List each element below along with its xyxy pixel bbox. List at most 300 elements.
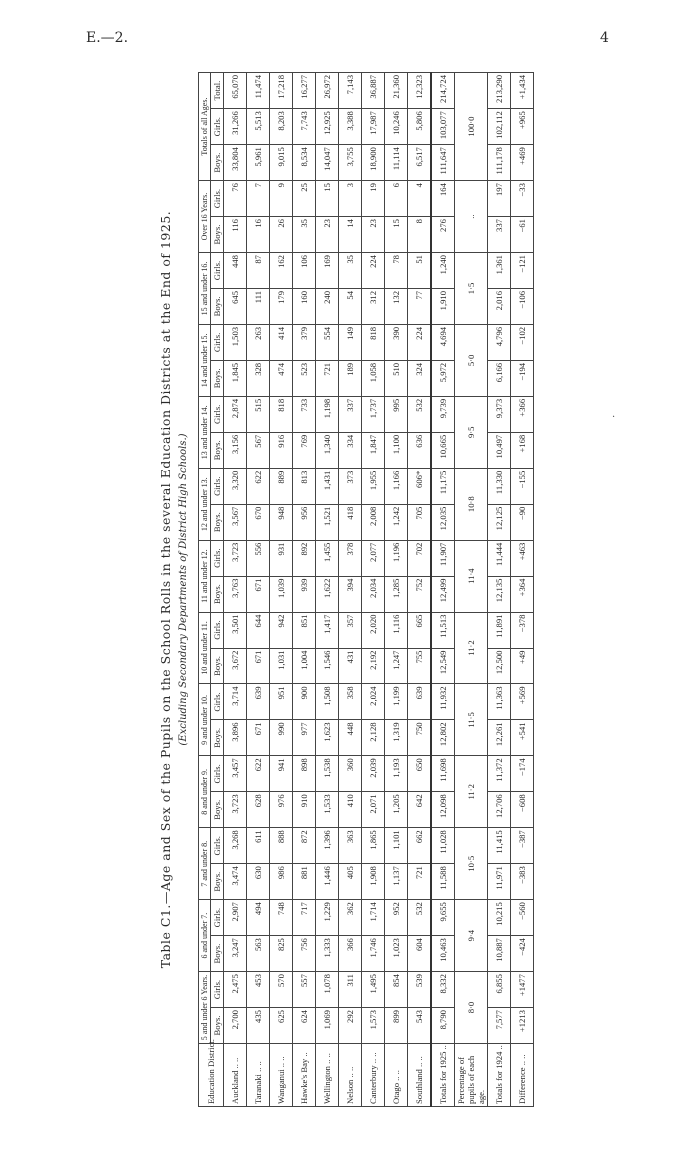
table-cell: 606* [408, 468, 432, 504]
table-cell: 9,655 [431, 900, 455, 936]
table-cell: 23 [362, 217, 385, 253]
table-cell: −61 [511, 217, 534, 253]
table-cell: 854 [385, 972, 408, 1008]
table-cell: 3,474 [224, 864, 247, 900]
table-cell: 7,143 [339, 73, 362, 109]
table-cell: 7,577 [488, 1008, 511, 1044]
table-cell: 5,806 [408, 109, 432, 145]
table-cell: 628 [247, 792, 270, 828]
district-name: Nelson .. .. [339, 1044, 362, 1107]
table-cell: 9,373 [488, 396, 511, 432]
table-cell: 3,457 [224, 756, 247, 792]
table-cell: −194 [511, 360, 534, 396]
table-cell: 418 [339, 504, 362, 540]
table-cell: 1,166 [385, 468, 408, 504]
table-cell: 818 [270, 396, 293, 432]
table-cell: 8,790 [431, 1008, 455, 1044]
table-cell: 494 [247, 900, 270, 936]
table-cell: 510 [385, 360, 408, 396]
table-cell: 956 [293, 504, 316, 540]
table-cell: 214,724 [431, 73, 455, 109]
table-cell: 363 [339, 828, 362, 864]
table-cell: 1,205 [385, 792, 408, 828]
table-body [224, 73, 534, 1107]
table-cell: 1,361 [488, 253, 511, 289]
table-cell: 604 [408, 936, 432, 972]
table-cell: 543 [408, 1008, 432, 1044]
header-boys: Boys. [211, 720, 224, 756]
table-cell: 3,268 [224, 828, 247, 864]
table-cell: 179 [270, 288, 293, 324]
table-cell: 650 [408, 756, 432, 792]
table-cell: 102,112 [488, 109, 511, 145]
table-cell: 11,932 [431, 684, 455, 720]
table-cell: 1,078 [316, 972, 339, 1008]
totals-1925-row [431, 73, 455, 1107]
table-cell: 532 [408, 900, 432, 936]
table-cell: 1,417 [316, 612, 339, 648]
table-cell: 11,363 [488, 684, 511, 720]
table-cell: 405 [339, 864, 362, 900]
table-cell: 10,246 [385, 109, 408, 145]
table-cell: +168 [511, 432, 534, 468]
table-row [247, 73, 270, 1107]
table-cell: 645 [224, 288, 247, 324]
table-cell: 394 [339, 576, 362, 612]
district-name: Hawke's Bay .. [293, 1044, 316, 1107]
percentage-cell: 1·5 [455, 253, 488, 325]
table-cell: +1213 [511, 1008, 534, 1044]
table-cell: 1,196 [385, 540, 408, 576]
percentage-cell: 5·0 [455, 324, 488, 396]
table-cell: 453 [247, 972, 270, 1008]
table-cell: 132 [385, 288, 408, 324]
table-cell: 448 [339, 720, 362, 756]
header-girls: Girls. [211, 253, 224, 289]
table-cell: 3,501 [224, 612, 247, 648]
table-cell: 12,706 [488, 792, 511, 828]
table-cell: 414 [270, 324, 293, 360]
percentage-row [455, 73, 488, 1107]
header-girls: Girls. [211, 109, 224, 145]
table-cell: 898 [293, 756, 316, 792]
table-cell: 1,100 [385, 432, 408, 468]
table-cell: 3,388 [339, 109, 362, 145]
table-cell: 2,020 [362, 612, 385, 648]
table-cell: 373 [339, 468, 362, 504]
table-cell: 4 [408, 181, 432, 217]
table-cell: 2,071 [362, 792, 385, 828]
header-girls: Girls. [211, 324, 224, 360]
table-cell: 312 [362, 288, 385, 324]
table-cell: 931 [270, 540, 293, 576]
table-cell: +1477 [511, 972, 534, 1008]
table-cell: 888 [270, 828, 293, 864]
header-girls: Girls. [211, 900, 224, 936]
table-cell: 5,961 [247, 145, 270, 181]
header-girls: Girls. [211, 468, 224, 504]
table-row [293, 73, 316, 1107]
table-cell: 7,743 [293, 109, 316, 145]
table-cell: 3,714 [224, 684, 247, 720]
table-cell: −424 [511, 936, 534, 972]
table-cell: 10,665 [431, 432, 455, 468]
header-district: Education District. [199, 1044, 224, 1107]
table-cell: 1,847 [362, 432, 385, 468]
table-cell: 3,247 [224, 936, 247, 972]
table-cell: 644 [247, 612, 270, 648]
table-cell: 12,499 [431, 576, 455, 612]
header-row-age-groups [199, 73, 211, 1107]
table-cell: 625 [270, 1008, 293, 1044]
header-age-group: 10 and under 11. [199, 612, 211, 684]
table-cell: 12,549 [431, 648, 455, 684]
table-cell: 636 [408, 432, 432, 468]
table-cell: 523 [293, 360, 316, 396]
header-boys: Boys. [211, 864, 224, 900]
header-age-group: 12 and under 13. [199, 468, 211, 540]
table-cell: +366 [511, 396, 534, 432]
table-cell: 1,198 [316, 396, 339, 432]
table-cell: 11,444 [488, 540, 511, 576]
district-name: Auckland .. .. [224, 1044, 247, 1107]
table-cell: 2,874 [224, 396, 247, 432]
header-boys: Boys. [211, 145, 224, 181]
table-row [339, 73, 362, 1107]
percentage-cell: 11·4 [455, 540, 488, 612]
table-cell: 10,497 [488, 432, 511, 468]
table-cell: 21,360 [385, 73, 408, 109]
table-cell: 12,261 [488, 720, 511, 756]
table-cell: +569 [511, 684, 534, 720]
table-subtitle: (Excluding Secondary Departments of District High Schools.) [178, 433, 189, 746]
table-cell: 149 [339, 324, 362, 360]
table-cell: 189 [339, 360, 362, 396]
table-cell: 1,023 [385, 936, 408, 972]
table-cell: 941 [270, 756, 293, 792]
table-cell: 78 [385, 253, 408, 289]
header-boys: Boys. [211, 936, 224, 972]
table-cell: −90 [511, 504, 534, 540]
header-boys: Boys. [211, 360, 224, 396]
table-cell: 26,972 [316, 73, 339, 109]
table-cell: 3 [339, 181, 362, 217]
header-boys: Boys. [211, 1008, 224, 1044]
percentage-cell: 100·0 [455, 73, 488, 181]
percentage-cell: 9·5 [455, 396, 488, 468]
table-cell: 435 [247, 1008, 270, 1044]
difference-row [511, 73, 534, 1107]
table-row [408, 73, 432, 1107]
table-cell: 986 [270, 864, 293, 900]
table-cell: 899 [385, 1008, 408, 1044]
table-cell: 1,908 [362, 864, 385, 900]
table-cell: −106 [511, 288, 534, 324]
table-cell: −102 [511, 324, 534, 360]
table-cell: +463 [511, 540, 534, 576]
percentage-cell: 10·8 [455, 468, 488, 540]
table-cell: −608 [511, 792, 534, 828]
table-cell: 1,101 [385, 828, 408, 864]
header-total: Total. [211, 73, 224, 109]
table-cell: 4,694 [431, 324, 455, 360]
district-name: Canterbury .. .. [362, 1044, 385, 1107]
table-cell: 111,178 [488, 145, 511, 181]
table-cell: 6,517 [408, 145, 432, 181]
table-cell: 1,319 [385, 720, 408, 756]
table-row [385, 73, 408, 1107]
percentage-cell: 10·5 [455, 828, 488, 900]
table-cell: 311 [339, 972, 362, 1008]
header-girls: Girls. [211, 396, 224, 432]
header-boys: Boys. [211, 217, 224, 253]
table-cell: 11,513 [431, 612, 455, 648]
table-cell: 11,372 [488, 756, 511, 792]
table-cell: 10,887 [488, 936, 511, 972]
table-cell: 889 [270, 468, 293, 504]
table-cell: 1,455 [316, 540, 339, 576]
table-cell: 1,229 [316, 900, 339, 936]
header-boys: Boys. [211, 288, 224, 324]
table-cell: 213,290 [488, 73, 511, 109]
table-cell: −378 [511, 612, 534, 648]
table-cell: 3,723 [224, 540, 247, 576]
table-cell: 11,971 [488, 864, 511, 900]
header-age-group: 9 and under 10. [199, 684, 211, 756]
header-boys: Boys. [211, 576, 224, 612]
table-cell: 1,495 [362, 972, 385, 1008]
table-cell: 1,446 [316, 864, 339, 900]
table-cell: 721 [316, 360, 339, 396]
table-cell: 1,285 [385, 576, 408, 612]
table-cell: −174 [511, 756, 534, 792]
table-cell: 1,242 [385, 504, 408, 540]
table-cell: 25 [293, 181, 316, 217]
table-cell: 851 [293, 612, 316, 648]
table-cell: 35 [339, 253, 362, 289]
table-cell: 26 [270, 217, 293, 253]
table-cell: 1,955 [362, 468, 385, 504]
table-cell: 87 [247, 253, 270, 289]
table-cell: 390 [385, 324, 408, 360]
table-cell: 111 [247, 288, 270, 324]
table-cell: 752 [408, 576, 432, 612]
table-cell: 611 [247, 828, 270, 864]
table-cell: 995 [385, 396, 408, 432]
table-cell: 5,513 [247, 109, 270, 145]
table-cell: 197 [488, 181, 511, 217]
table-cell: 563 [247, 936, 270, 972]
table-cell: 16 [247, 217, 270, 253]
table-cell: 7 [247, 181, 270, 217]
table-cell: 474 [270, 360, 293, 396]
totals-1924-row [488, 73, 511, 1107]
header-girls: Girls. [211, 972, 224, 1008]
percentage-cell: 11·2 [455, 756, 488, 828]
district-name: Totals for 1925 .. [431, 1044, 455, 1107]
table-cell: 11,330 [488, 468, 511, 504]
table-cell: 2,475 [224, 972, 247, 1008]
table-cell: 1,116 [385, 612, 408, 648]
table-cell: 263 [247, 324, 270, 360]
table-cell: 103,077 [431, 109, 455, 145]
table-cell: 818 [362, 324, 385, 360]
header-age-group: 11 and under 12. [199, 540, 211, 612]
table-cell: 910 [293, 792, 316, 828]
table-cell: 224 [362, 253, 385, 289]
table-cell: 362 [339, 900, 362, 936]
table-cell: 556 [247, 540, 270, 576]
table-cell: 76 [224, 181, 247, 217]
table-cell: 721 [408, 864, 432, 900]
table-cell: 378 [339, 540, 362, 576]
table-cell: 17,218 [270, 73, 293, 109]
table-cell: 1,340 [316, 432, 339, 468]
table-cell: 116 [224, 217, 247, 253]
table-cell: 379 [293, 324, 316, 360]
table-cell: 8 [408, 217, 432, 253]
header-boys: Boys. [211, 432, 224, 468]
table-cell: 1,910 [431, 288, 455, 324]
table-cell: 5,972 [431, 360, 455, 396]
table-cell: 106 [293, 253, 316, 289]
table-cell: 324 [408, 360, 432, 396]
table-cell: 337 [488, 217, 511, 253]
header-girls: Girls. [211, 756, 224, 792]
table-cell: 9 [270, 181, 293, 217]
table-cell: 16,277 [293, 73, 316, 109]
table-cell: +965 [511, 109, 534, 145]
table-cell: 15 [316, 181, 339, 217]
table-cell: 111,647 [431, 145, 455, 181]
table-cell: 3,320 [224, 468, 247, 504]
table-cell: 639 [408, 684, 432, 720]
district-name: Wellington .. .. [316, 1044, 339, 1107]
table-cell: 448 [224, 253, 247, 289]
table-cell: 2,034 [362, 576, 385, 612]
table-cell: 813 [293, 468, 316, 504]
table-cell: 240 [316, 288, 339, 324]
table-cell: 825 [270, 936, 293, 972]
table-cell: 881 [293, 864, 316, 900]
table-cell: 622 [247, 468, 270, 504]
table-cell: 662 [408, 828, 432, 864]
table-cell: 357 [339, 612, 362, 648]
table-cell: 11,175 [431, 468, 455, 504]
table-cell: 31,266 [224, 109, 247, 145]
table-cell: 33,804 [224, 145, 247, 181]
header-boys: Boys. [211, 648, 224, 684]
header-age-group: Over 16 Years. [199, 181, 211, 253]
table-cell: 11,907 [431, 540, 455, 576]
table-cell: 54 [339, 288, 362, 324]
table-cell: +364 [511, 576, 534, 612]
table-cell: 977 [293, 720, 316, 756]
table-cell: 224 [408, 324, 432, 360]
table-cell: 990 [270, 720, 293, 756]
table-cell: +469 [511, 145, 534, 181]
table-cell: 892 [293, 540, 316, 576]
table-cell: 748 [270, 900, 293, 936]
rotated-table-block [140, 72, 560, 1107]
table-cell: 410 [339, 792, 362, 828]
table-cell: 12,098 [431, 792, 455, 828]
table-cell: 554 [316, 324, 339, 360]
table-cell: 8,203 [270, 109, 293, 145]
table-cell: 11,114 [385, 145, 408, 181]
table-cell: 2,016 [488, 288, 511, 324]
table-cell: 2,128 [362, 720, 385, 756]
table-cell: 2,024 [362, 684, 385, 720]
table-cell: 900 [293, 684, 316, 720]
table-cell: 671 [247, 720, 270, 756]
table-cell: 2,077 [362, 540, 385, 576]
table-cell: 3,763 [224, 576, 247, 612]
table-cell: −387 [511, 828, 534, 864]
table-cell: 769 [293, 432, 316, 468]
table-cell: −383 [511, 864, 534, 900]
table-cell: 6,166 [488, 360, 511, 396]
table-cell: 65,070 [224, 73, 247, 109]
table-cell: 1,396 [316, 828, 339, 864]
percentage-cell: 9·4 [455, 900, 488, 972]
table-cell: 1,622 [316, 576, 339, 612]
table-cell: 10,463 [431, 936, 455, 972]
table-cell: 11,474 [247, 73, 270, 109]
table-cell: 77 [408, 288, 432, 324]
table-cell: 539 [408, 972, 432, 1008]
district-name: Taranaki .. .. [247, 1044, 270, 1107]
table-cell: 1,746 [362, 936, 385, 972]
table-cell: 6,855 [488, 972, 511, 1008]
page-header-left: E.—2. [86, 30, 129, 46]
table-cell: 11,028 [431, 828, 455, 864]
table-cell: 1,058 [362, 360, 385, 396]
table-cell: 18,900 [362, 145, 385, 181]
table-cell: 2,008 [362, 504, 385, 540]
table-cell: 17,987 [362, 109, 385, 145]
table-cell: 337 [339, 396, 362, 432]
table-cell: −155 [511, 468, 534, 504]
table-row [270, 73, 293, 1107]
table-cell: 939 [293, 576, 316, 612]
table-cell: 12,323 [408, 73, 432, 109]
table-cell: 630 [247, 864, 270, 900]
table-cell: 2,907 [224, 900, 247, 936]
table-cell: 622 [247, 756, 270, 792]
table-cell: 3,896 [224, 720, 247, 756]
table-cell: +541 [511, 720, 534, 756]
table-cell: 1,333 [316, 936, 339, 972]
table-cell: 1,845 [224, 360, 247, 396]
table-cell: 750 [408, 720, 432, 756]
table-cell: 366 [339, 936, 362, 972]
table-cell: +49 [511, 648, 534, 684]
percentage-cell: 11·2 [455, 612, 488, 684]
table-cell: 12,802 [431, 720, 455, 756]
header-age-group: 15 and under 16. [199, 253, 211, 325]
percentage-cell: 11·5 [455, 684, 488, 756]
header-boys: Boys. [211, 504, 224, 540]
table-cell: 570 [270, 972, 293, 1008]
district-name: Southland .. .. [408, 1044, 432, 1107]
header-age-group: 14 and under 15. [199, 324, 211, 396]
table-cell: 360 [339, 756, 362, 792]
table-title: Table C1.—Age and Sex of the Pupils on the School Rolls in the several Education Districts at the End of 1925. [158, 210, 173, 969]
table-cell: −560 [511, 900, 534, 936]
table-cell: 23 [316, 217, 339, 253]
table-cell: 872 [293, 828, 316, 864]
